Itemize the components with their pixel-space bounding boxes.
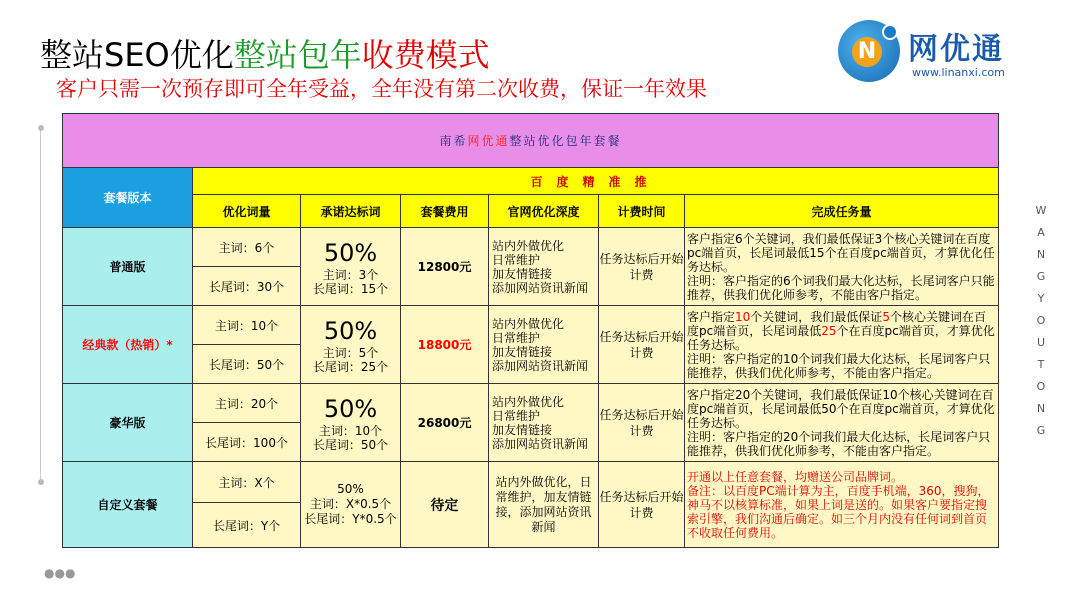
title-part2: 整站包年 xyxy=(233,36,362,74)
package-fee: 26800元 xyxy=(401,384,489,462)
promise-main: 主词：3个 xyxy=(322,267,379,282)
column-header: 套餐费用 xyxy=(401,195,489,228)
promise-percent: 50% xyxy=(323,238,378,267)
column-header: 承诺达标词 xyxy=(301,195,401,228)
depth-item: 加友情链接 xyxy=(492,266,553,281)
package-fee: 18800元 xyxy=(401,306,489,384)
package-name: 自定义套餐 xyxy=(63,462,193,548)
decorative-line xyxy=(40,128,41,480)
side-letter: G xyxy=(1036,424,1046,437)
task-text: 客户指定20个关键词，我们最低保证10个核心关键词在百度pc端首页，长尾词最低50个在百度pc端首页，才算优化任务达标。 xyxy=(687,387,995,430)
depth-item: 站内外做优化 xyxy=(492,316,565,331)
depth-item: 添加网站资讯新闻 xyxy=(492,280,589,295)
promise-long: 长尾词：15个 xyxy=(312,281,389,296)
task-description xyxy=(685,228,999,306)
optimization-depth xyxy=(489,384,599,462)
optimization-depth xyxy=(489,228,599,306)
depth-item: 站内外做优化 xyxy=(492,394,565,409)
table-title xyxy=(63,114,999,168)
table-title-part1: 南希 xyxy=(439,134,468,148)
promise-long: 长尾词：25个 xyxy=(312,359,389,374)
package-table xyxy=(62,113,999,548)
promise-cell xyxy=(301,384,401,462)
task-text: 客户指定10个关键词，我们最低保证5个核心关键词在百度pc端首页，长尾词最低25个在百度pc端首页，才算优化任务达标。 xyxy=(687,309,995,352)
billing-time: 任务达标后开始计费 xyxy=(599,306,685,384)
depth-item: 日常维护 xyxy=(492,252,541,267)
long-tail-keyword-count: 长尾词：50个 xyxy=(193,345,301,384)
depth-item: 日常维护 xyxy=(492,408,541,423)
optimization-depth: 站内外做优化，日常维护，加友情链接，添加网站资讯新闻 xyxy=(489,462,599,548)
decorative-dot xyxy=(38,125,44,131)
long-tail-keyword-count: 长尾词：Y个 xyxy=(193,503,301,548)
side-letter: U xyxy=(1036,336,1046,349)
column-header: 完成任务量 xyxy=(685,195,999,228)
logo-name: 网优通 xyxy=(908,32,1004,67)
depth-item: 日常维护 xyxy=(492,330,541,345)
depth-item: 站内外做优化 xyxy=(492,238,565,253)
depth-item: 添加网站资讯新闻 xyxy=(492,358,589,373)
n-globe-icon xyxy=(838,20,900,82)
promise-cell xyxy=(301,306,401,384)
table-row xyxy=(63,384,999,423)
package-fee: 待定 xyxy=(401,462,489,548)
side-letter: G xyxy=(1036,270,1046,283)
promise-cell xyxy=(301,228,401,306)
depth-item: 加友情链接 xyxy=(492,422,553,437)
task-note: 注明：客户指定的10个词我们最大化达标，长尾词客户只能推荐，供我们优化师参考，不能由客户指定。 xyxy=(687,351,991,380)
column-header: 官网优化深度 xyxy=(489,195,599,228)
promise-main: 主词：5个 xyxy=(322,345,379,360)
task-note: 注明：客户指定的20个词我们最大化达标，长尾词客户只能推荐，供我们优化师参考，不能由客户指定。 xyxy=(687,429,991,458)
billing-time: 任务达标后开始计费 xyxy=(599,228,685,306)
promise-percent: 50% xyxy=(323,316,378,345)
package-name: 豪华版 xyxy=(63,384,193,462)
side-letter: A xyxy=(1037,226,1045,239)
main-keyword-count: 主词：6个 xyxy=(193,228,301,267)
promise-percent: 50% xyxy=(323,394,378,423)
side-vertical-text xyxy=(1034,200,1048,442)
billing-time: 任务达标后开始计费 xyxy=(599,384,685,462)
main-keyword-count: 主词：X个 xyxy=(193,462,301,503)
promise-long: 长尾词：Y*0.5个 xyxy=(304,512,397,526)
long-tail-keyword-count: 长尾词：30个 xyxy=(193,267,301,306)
table-title-part2: 网优通 xyxy=(467,134,510,148)
side-letter: W xyxy=(1035,204,1047,217)
task-line: 备注：以百度PC端计算为主，百度手机端，360，搜狗，神马不以核算标准，如果上词是送的。如果客户要指定搜索引擎，我们沟通后确定。如三个月内没有任何词到首页不收取任何费用。 xyxy=(687,483,990,540)
optimization-depth xyxy=(489,306,599,384)
table-row xyxy=(63,462,999,503)
logo-url: www.linanxi.com xyxy=(912,66,1005,79)
billing-time: 任务达标后开始计费 xyxy=(599,462,685,548)
side-letter: T xyxy=(1037,358,1045,371)
column-header: 计费时间 xyxy=(599,195,685,228)
promise-main: 主词：X*0.5个 xyxy=(309,497,392,511)
logo-letter: N xyxy=(852,37,882,67)
baidu-precision-header: 百度精准推 xyxy=(193,168,999,195)
brand-logo xyxy=(838,16,1038,82)
decorative-dot xyxy=(38,479,44,485)
depth-item: 加友情链接 xyxy=(492,344,553,359)
task-description xyxy=(685,384,999,462)
package-name: 普通版 xyxy=(63,228,193,306)
package-fee: 12800元 xyxy=(401,228,489,306)
page-title xyxy=(40,30,490,76)
main-keyword-count: 主词：10个 xyxy=(193,306,301,345)
table-row xyxy=(63,306,999,345)
package-name: 经典款（热销）* xyxy=(63,306,193,384)
task-note: 注明：客户指定的6个词我们最大化达标，长尾词客户只能推荐，供我们优化师参考，不能由客户指定。 xyxy=(687,273,995,302)
side-letter: N xyxy=(1036,402,1046,415)
table-row xyxy=(63,228,999,267)
promise-long: 长尾词：50个 xyxy=(312,437,389,452)
depth-item: 添加网站资讯新闻 xyxy=(492,436,589,451)
side-letter: N xyxy=(1036,248,1046,261)
promise-percent: 50% xyxy=(337,482,364,496)
logo-dot xyxy=(882,24,898,40)
table-title-part3: 整站优化包年套餐 xyxy=(509,134,622,148)
side-letter: O xyxy=(1036,314,1046,327)
promise-cell xyxy=(301,462,401,548)
task-text: 客户指定6个关键词，我们最低保证3个核心关键词在百度pc端首页，长尾词最低15个在百度pc端首页，才算优化任务达标。 xyxy=(687,231,995,274)
page-subtitle: 客户只需一次预存即可全年受益，全年没有第二次收费，保证一年效果 xyxy=(56,77,707,101)
side-letter: O xyxy=(1036,380,1046,393)
task-description xyxy=(685,306,999,384)
task-line: 开通以上任意套餐，均赠送公司品牌词。 xyxy=(687,469,904,484)
main-keyword-count: 主词：20个 xyxy=(193,384,301,423)
side-letter: Y xyxy=(1037,292,1045,305)
long-tail-keyword-count: 长尾词：100个 xyxy=(193,423,301,462)
version-header: 套餐版本 xyxy=(63,168,193,228)
title-part1: 整站SEO优化 xyxy=(40,36,234,74)
title-part3: 收费模式 xyxy=(361,36,490,74)
task-description xyxy=(685,462,999,548)
promise-main: 主词：10个 xyxy=(318,423,383,438)
column-header: 优化词量 xyxy=(193,195,301,228)
decorative-dots: ●●● xyxy=(44,566,76,580)
